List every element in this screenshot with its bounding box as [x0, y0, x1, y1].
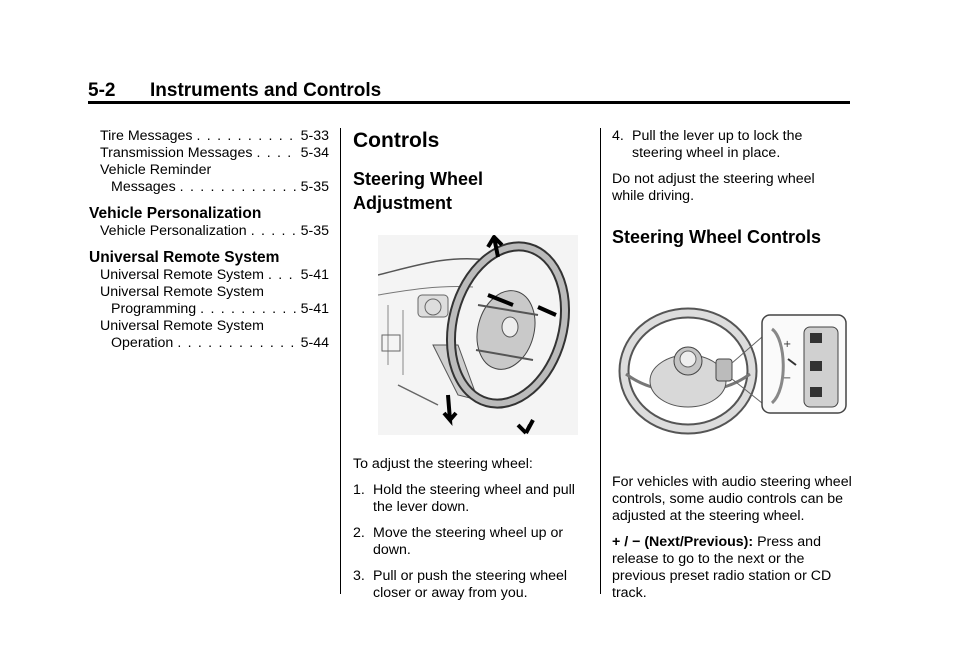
toc-entry-page: 5-41 — [300, 301, 329, 317]
list-item — [353, 568, 593, 602]
toc-entry-label: Messages — [111, 179, 176, 195]
steering-wheel-controls-illustration — [616, 299, 852, 439]
list-item — [612, 128, 852, 162]
adjustment-column — [353, 128, 593, 611]
toc-entry-label: Transmission Messages — [100, 145, 253, 161]
toc-entry-label: Vehicle Reminder — [100, 162, 212, 178]
column-divider — [340, 128, 341, 594]
list-item-text: Hold the steering wheel and pull the lever down. — [373, 482, 575, 515]
toc-entry[interactable] — [89, 335, 329, 352]
toc-entry-page: 5-33 — [300, 128, 329, 144]
controls-intro: For vehicles with audio steering wheel controls, some audio controls can be adjusted at the steering wheel. — [612, 474, 852, 524]
toc-entry-label: Operation — [111, 335, 174, 351]
toc-entry[interactable] — [89, 223, 329, 240]
toc-leader-dots — [197, 128, 297, 145]
chapter-title: Instruments and Controls — [150, 80, 382, 101]
toc-leader-dots — [268, 267, 297, 284]
toc-entry[interactable] — [89, 145, 329, 162]
subheading-steering-wheel-controls: Steering Wheel Controls — [612, 227, 822, 247]
toc-entry[interactable] — [89, 128, 329, 145]
subheading-steering-wheel-adjustment: Steering Wheel Adjustment — [353, 169, 484, 213]
list-item-number: 1. — [353, 482, 365, 498]
toc-leader-dots — [256, 145, 296, 162]
next-previous-text: Press and release to go to the next or the previous preset radio station or CD track. — [612, 534, 832, 601]
toc-entry-page: 5-41 — [300, 267, 329, 283]
toc-entry-page: 5-34 — [300, 145, 329, 161]
steering-wheel-adjustment-illustration — [378, 235, 578, 435]
toc-section-heading: Universal Remote System — [89, 249, 280, 266]
toc-entry-page: 5-35 — [300, 223, 329, 239]
next-previous-description — [612, 534, 852, 602]
toc-entry-page: 5-35 — [300, 179, 329, 195]
next-previous-term: + / − (Next/Previous): — [612, 534, 754, 550]
controls-column — [612, 128, 852, 611]
toc-column — [89, 128, 329, 352]
toc-entry[interactable] — [89, 284, 329, 301]
toc-entry-label: Universal Remote System — [100, 267, 264, 283]
svg-text:+: + — [783, 339, 792, 350]
warning-text: Do not adjust the steering wheel while driving. — [612, 171, 815, 204]
column-divider — [600, 128, 601, 594]
list-item-text: Move the steering wheel up or down. — [373, 525, 564, 558]
toc-leader-dots — [177, 335, 296, 352]
adjustment-steps-list — [353, 482, 593, 602]
toc-entry-label: Universal Remote System — [100, 318, 264, 334]
toc-entry[interactable] — [89, 162, 329, 179]
toc-entry[interactable] — [89, 301, 329, 318]
page-number: 5-2 — [88, 80, 116, 101]
list-item-text: Pull the lever up to lock the steering wheel in place. — [632, 128, 803, 161]
toc-list-universal-remote — [89, 267, 329, 352]
toc-leader-dots — [251, 223, 297, 240]
toc-entry[interactable] — [89, 179, 329, 196]
list-item-number: 3. — [353, 568, 365, 584]
list-item-number: 2. — [353, 525, 365, 541]
toc-section-heading: Vehicle Personalization — [89, 205, 262, 222]
list-item — [353, 525, 593, 559]
section-heading-controls: Controls — [353, 129, 440, 152]
toc-list-top — [89, 128, 329, 196]
toc-leader-dots — [200, 301, 296, 318]
toc-list-vehicle-personalization — [89, 223, 329, 240]
toc-entry-label: Tire Messages — [100, 128, 193, 144]
toc-entry[interactable] — [89, 318, 329, 335]
list-item-text: Pull or push the steering wheel closer or away from you. — [373, 568, 568, 601]
header-rule — [88, 101, 850, 104]
toc-entry-page: 5-44 — [300, 335, 329, 351]
list-item — [353, 482, 593, 516]
toc-leader-dots — [180, 179, 297, 196]
toc-entry-label: Vehicle Personalization — [100, 223, 247, 239]
svg-text:−: − — [783, 373, 792, 384]
adjustment-intro: To adjust the steering wheel: — [353, 456, 533, 472]
toc-entry-label: Programming — [111, 301, 197, 317]
list-item-number: 4. — [612, 128, 624, 144]
toc-entry-label: Universal Remote System — [100, 284, 264, 300]
toc-entry[interactable] — [89, 267, 329, 284]
